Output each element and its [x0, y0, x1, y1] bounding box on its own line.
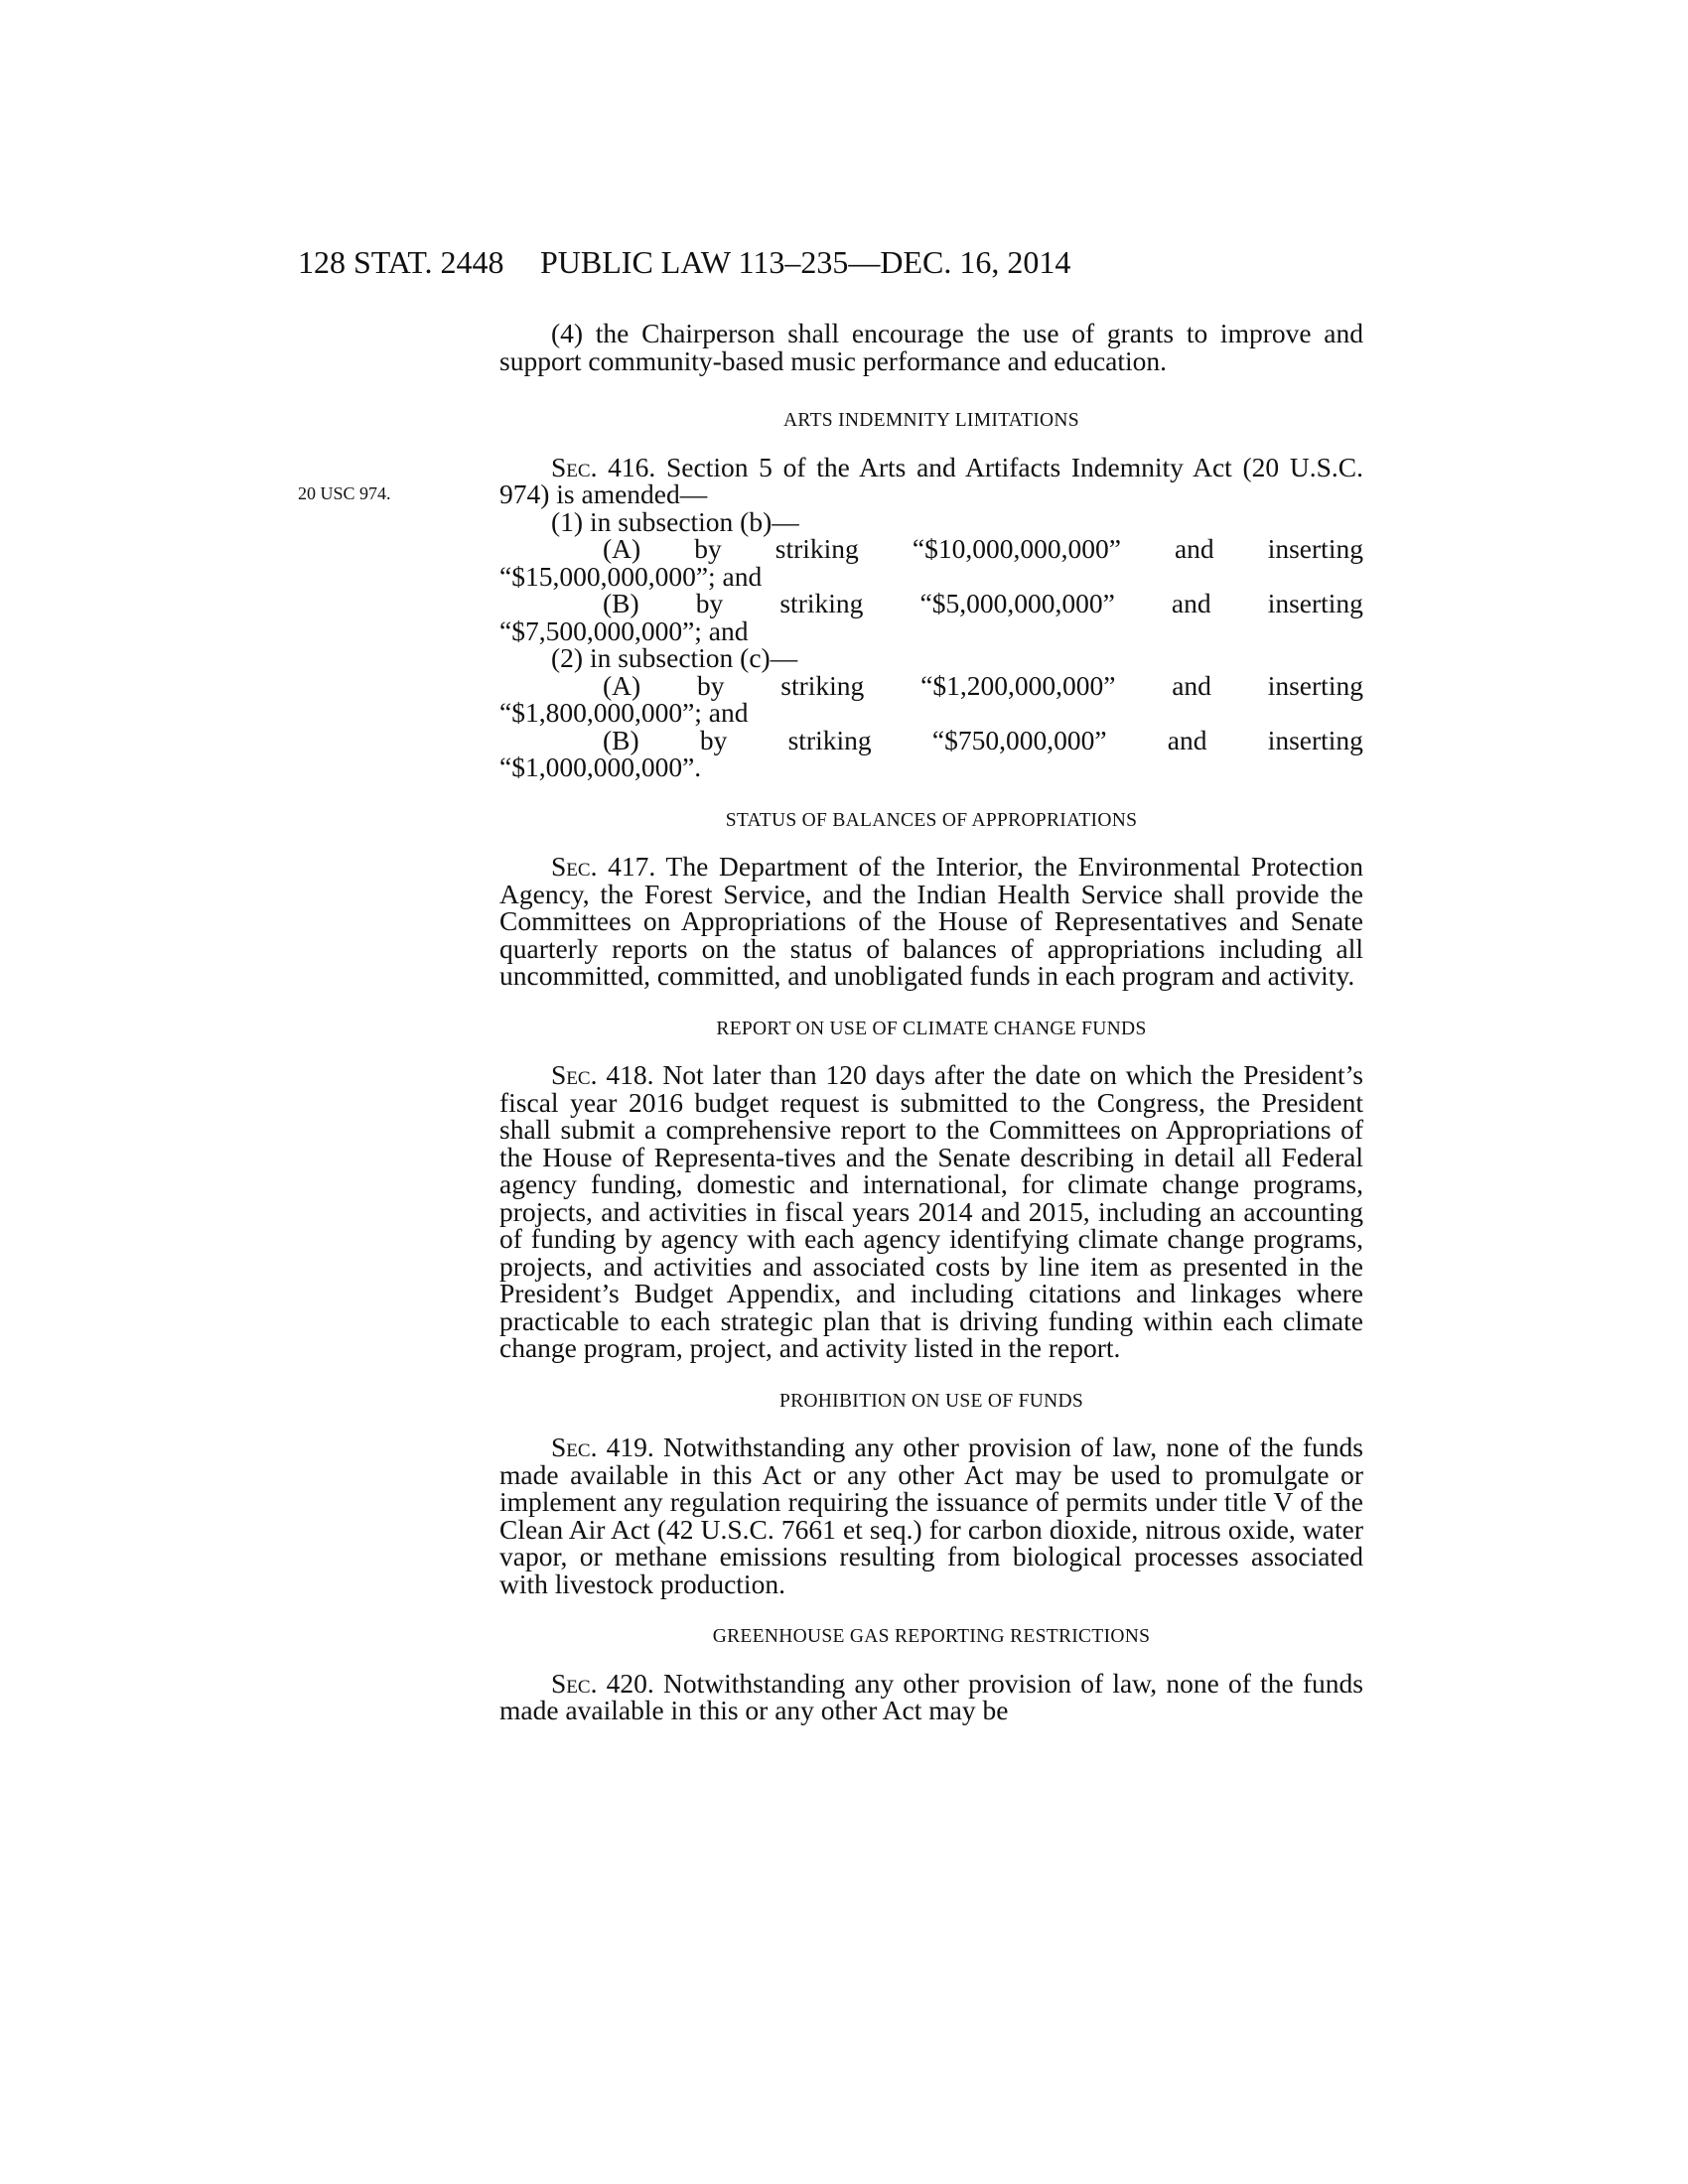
list-item-2B [499, 724, 1363, 782]
section-heading-416: ARTS INDEMNITY LIMITATIONS [783, 410, 1079, 431]
list-item-1B-cont: “$7,500,000,000”; and [499, 614, 749, 646]
section-420-body: 420. Notwithstanding any other provision of law, none of the funds made available in this or any other Act may be [499, 1667, 1363, 1725]
list-item-2B-line: (B) by striking “$750,000,000” and inserting [603, 724, 1363, 755]
section-label: Sec. [551, 1667, 598, 1699]
list-item-1A-cont: “$15,000,000,000”; and [499, 560, 763, 592]
paragraph-4: (4) the Chairperson shall encourage the use of grants to improve and support community-based music performance and education. [499, 318, 1363, 376]
section-heading-420: GREENHOUSE GAS REPORTING RESTRICTIONS [712, 1626, 1151, 1647]
section-heading-418: REPORT ON USE OF CLIMATE CHANGE FUNDS [716, 1018, 1147, 1039]
amendment-list [499, 505, 1363, 782]
list-item-1A [499, 535, 1363, 590]
section-417-text [499, 853, 1363, 990]
law-title: PUBLIC LAW 113–235—DEC. 16, 2014 [540, 244, 1071, 280]
section-label: Sec. [551, 451, 598, 482]
section-label: Sec. [551, 1432, 598, 1462]
section-label: Sec. [551, 1059, 598, 1090]
list-item-1A-line: (A) by striking “$10,000,000,000” and inserting [603, 533, 1363, 564]
section-418-body: 418. Not later than 120 days after the date on which the President’s fiscal year 2016 budget request is submitted to the Congress, the President shall submit a comprehensive report to the Committees on Appropriations of the House of Representa-tives and the Senate describing in detail all Federal agency funding, domestic and international, for climate change programs, projects, and activities in fiscal years 2014 and 2015, including an accounting of funding by agency with each agency identifying climate change programs, projects, and activities and associated costs by line item as presented in the President’s Budget Appendix, and including citations and linkages where practicable to each strategic plan that is driving funding within each climate change program, project, and activity listed in the report. [499, 1059, 1363, 1363]
list-item-2A [499, 669, 1363, 728]
section-420-text [499, 1667, 1363, 1725]
margin-note-20-usc-974: 20 USC 974. [298, 483, 391, 503]
list-item-1B [499, 590, 1363, 644]
section-419-text [499, 1433, 1363, 1597]
section-417-body: 417. The Department of the Interior, the Environmental Protection Agency, the Forest Service, and the Indian Health Service shall provide the Committees on Appropriations of the House of Representatives and Senate quarterly reports on the status of balances of appropriations including all uncommitted, committed, and unobligated funds in each program and activity. [499, 851, 1363, 991]
list-item-1B-line: (B) by striking “$5,000,000,000” and inserting [603, 588, 1363, 618]
section-418-text [499, 1061, 1363, 1362]
section-416-body: 416. Section 5 of the Arts and Artifacts Indemnity Act (20 U.S.C. 974) is amended— [499, 451, 1363, 509]
list-item-2A-cont: “$1,800,000,000”; and [499, 697, 749, 728]
section-416-text [499, 451, 1363, 509]
list-item-1: (1) in subsection (b)— [551, 505, 799, 537]
section-label: Sec. [551, 851, 598, 882]
section-419-body: 419. Notwithstanding any other provision of law, none of the funds made available in this Act or any other Act may be used to promulgate or implement any regulation requiring the issuance of permits under title V of the Clean Air Act (42 U.S.C. 7661 et seq.) for carbon dioxide, nitrous oxide, water vapor, or methane emissions resulting from biological processes associated with livestock production. [499, 1432, 1363, 1599]
body-column [499, 320, 1363, 1724]
section-heading-419: PROHIBITION ON USE OF FUNDS [778, 1390, 1084, 1412]
list-item-2: (2) in subsection (c)— [551, 642, 798, 673]
stat-page-number: 128 STAT. 2448 [298, 244, 504, 280]
list-item-2A-line: (A) by striking “$1,200,000,000” and inserting [603, 669, 1363, 701]
running-head [298, 244, 1390, 284]
section-heading-417: STATUS OF BALANCES OF APPROPRIATIONS [725, 809, 1138, 831]
list-item-2B-cont: “$1,000,000,000”. [499, 751, 702, 782]
